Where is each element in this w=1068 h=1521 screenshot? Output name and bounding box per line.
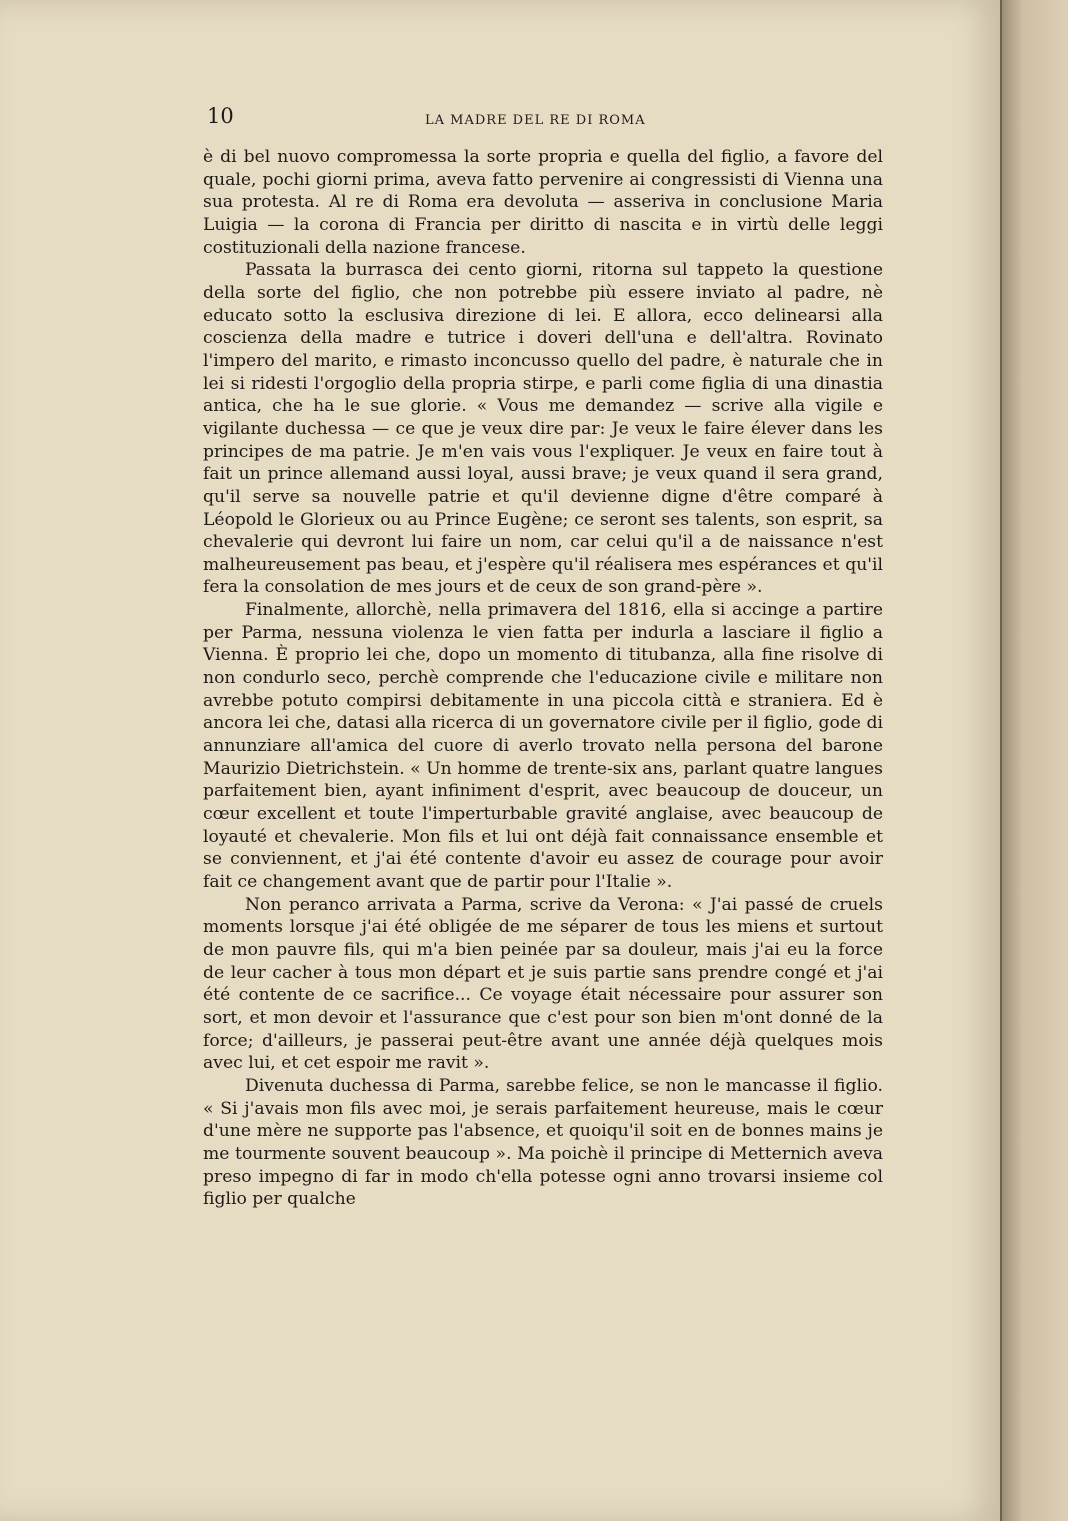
adjacent-page-edge bbox=[1000, 0, 1068, 1521]
paragraph: Non peranco arrivata a Parma, scrive da Verona: « J'ai passé de cruels moments lorsque j'ai été obligée de me séparer de tous les miens et surtout de mon pauvre fils, qui m'a bien peinée par sa douleur, mais j'ai eu la force de leur cacher à tous mon départ et je suis partie sans prendre congé et j'ai été contente de ce sacrifice... Ce voyage était nécessaire pour assurer son sort, et mon devoir et l'assurance que c'est pour son bien m'ont donné de la force; d'ailleurs, je passerai peut-être avant une année déjà quelques mois avec lui, et cet espoir me ravit ». bbox=[203, 894, 883, 1074]
running-title: LA MADRE DEL RE DI ROMA bbox=[425, 113, 646, 128]
page-header bbox=[207, 104, 887, 134]
paragraph: Passata la burrasca dei cento giorni, ritorna sul tappeto la questione della sorte del figlio, che non potrebbe più essere inviato al padre, nè educato sotto la esclusiva direzione di lei. E allora, ecco delinearsi alla coscienza della madre e tutrice i doveri dell'una e dell'altra. Rovinato l'impero del marito, e rimasto inconcusso quello del padre, è naturale che in lei si ridesti l'orgoglio della propria stirpe, e parli come figlia di una dinastia antica, che ha le sue glorie. « Vous me demandez — scrive alla vigile e vigilante duchessa — ce que je veux dire par: Je veux le faire élever dans les principes de ma patrie. Je m'en vais vous l'expliquer. Je veux en faire tout à fait un prince allemand aussi loyal, aussi brave; je veux quand il sera grand, qu'il serve sa nouvelle patrie et qu'il devienne digne d'être comparé à Léopold le Glorieux ou au Prince Eugène; ce seront ses talents, son esprit, sa chevalerie qui devront lui faire un nom, car celui qu'il a de naissance n'est malheureusement pas beau, et j'espère qu'il réalisera mes espérances et qu'il fera la consolation de mes jours et de ceux de son grand-père ». bbox=[203, 260, 883, 598]
paragraph: è di bel nuovo compromessa la sorte propria e quella del figlio, a favore del quale, pochi giorni prima, aveva fatto pervenire ai congressisti di Vienna una sua protesta. Al re di Roma era devoluta — asseriva in conclusione Maria Luigia — la corona di Francia per diritto di nascita e in virtù delle leggi costituzionali della nazione francese. bbox=[203, 147, 883, 258]
paragraph: Finalmente, allorchè, nella primavera del 1816, ella si accinge a partire per Parma, nessuna violenza le vien fatta per indurla a lasciare il figlio a Vienna. È proprio lei che, dopo un momento di titubanza, alla fine risolve di non condurlo seco, perchè comprende che l'educazione civile e militare non avrebbe potuto compirsi debitamente in una piccola città e straniera. Ed è ancora lei che, datasi alla ricerca di un governatore civile per il figlio, gode di annunziare all'amica del cuore di averlo trovato nella persona del barone Maurizio Dietrichstein. « Un homme de trente-six ans, parlant quatre langues parfaitement bien, ayant infiniment d'esprit, avec beaucoup de douceur, un cœur excellent et toute l'imperturbable gravité anglaise, avec beaucoup de loyauté et chevalerie. Mon fils et lui ont déjà fait connaissance ensemble et se conviennent, et j'ai été contente d'avoir eu assez de courage pour avoir fait ce changement avant que de partir pour l'Italie ». bbox=[203, 600, 883, 892]
page-number: 10 bbox=[207, 104, 234, 128]
paragraph: Divenuta duchessa di Parma, sarebbe felice, se non le mancasse il figlio. « Si j'avais mon fils avec moi, je serais parfaitement heureuse, mais le cœur d'une mère ne supporte pas l'absence, et quoiqu'il soit en de bonnes mains je me tourmente souvent beaucoup ». Ma poichè il principe di Metternich aveva preso impegno di far in modo ch'ella potesse ogni anno trovarsi insieme col figlio per qualche bbox=[203, 1075, 883, 1210]
body-text bbox=[203, 146, 883, 1211]
